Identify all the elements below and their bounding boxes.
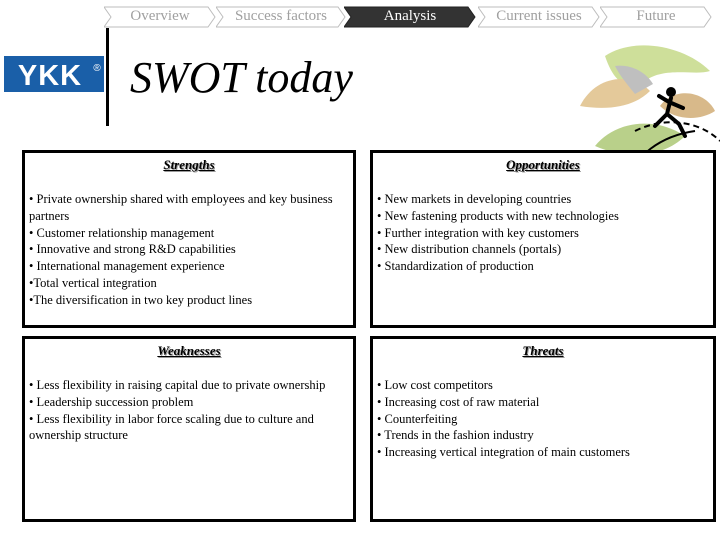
list-item: • Less flexibility in labor force scaling due to culture and ownership structure <box>29 411 314 443</box>
list-item: • International management experience <box>29 259 225 274</box>
strengths-box <box>22 150 356 328</box>
nav-item-future[interactable] <box>600 6 712 28</box>
list-item: • Private ownership shared with employees and key business partners <box>29 192 333 223</box>
list-item: • Increasing vertical integration of main customers <box>377 445 630 460</box>
list-item: • Counterfeiting <box>377 411 458 426</box>
nav-label-future: Future <box>636 8 676 24</box>
nav-label-overview: Overview <box>130 8 190 24</box>
list-item: • Increasing cost of raw material <box>377 394 540 409</box>
nav-label-success-factors: Success factors <box>234 8 328 24</box>
nav-label-current-issues: Current issues <box>496 8 582 24</box>
section-nav <box>104 6 716 28</box>
list-item: • Low cost competitors <box>377 378 493 392</box>
list-item: • Leadership succession problem <box>29 394 194 409</box>
threats-list <box>377 377 709 461</box>
nav-item-success-factors[interactable] <box>216 6 346 28</box>
nav-item-analysis[interactable] <box>344 6 476 28</box>
strengths-list <box>29 191 349 309</box>
opportunities-box <box>370 150 716 328</box>
logo-registered-mark: ® <box>93 63 101 74</box>
list-item: • Less flexibility in raising capital due to private ownership <box>29 378 326 392</box>
list-item: • New fastening products with new technologies <box>377 208 619 223</box>
list-item: • Innovative and strong R&D capabilities <box>29 242 236 257</box>
opportunities-heading: Opportunities <box>506 157 580 172</box>
nav-label-analysis: Analysis <box>383 8 437 24</box>
logo-text: YKK <box>17 60 83 92</box>
list-item: •Total vertical integration <box>29 275 157 290</box>
list-item: • New distribution channels (portals) <box>377 242 562 257</box>
list-item: • Customer relationship management <box>29 225 215 240</box>
list-item: • New markets in developing countries <box>377 192 572 206</box>
opportunities-list <box>377 191 709 275</box>
weaknesses-box <box>22 336 356 522</box>
nav-item-current-issues[interactable] <box>478 6 600 28</box>
list-item: • Further integration with key customers <box>377 225 579 240</box>
nav-item-overview[interactable] <box>104 6 216 28</box>
list-item: • Trends in the fashion industry <box>377 428 534 443</box>
list-item: •The diversification in two key product lines <box>29 292 253 307</box>
list-item: • Standardization of production <box>377 259 534 274</box>
header-divider <box>106 28 109 126</box>
strengths-heading: Strengths <box>163 157 215 172</box>
threats-heading: Threats <box>522 343 564 358</box>
weaknesses-list <box>29 377 349 444</box>
weaknesses-heading: Weaknesses <box>157 343 221 358</box>
ykk-logo <box>4 56 104 92</box>
threats-box <box>370 336 716 522</box>
page-title: SWOT today <box>130 53 353 102</box>
